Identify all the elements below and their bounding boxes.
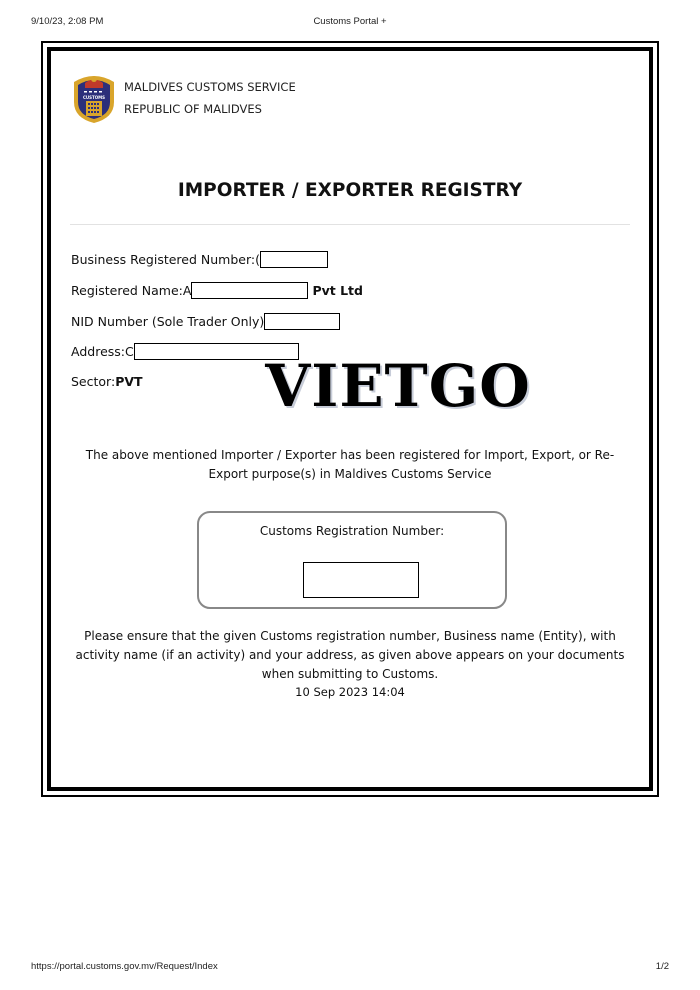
redaction-box [191, 282, 308, 299]
registration-statement: The above mentioned Importer / Exporter has been registered for Import, Export, or Re-Export purpose(s) in Maldives Customs Service [85, 448, 615, 481]
print-header [0, 16, 700, 30]
document-title: IMPORTER / EXPORTER REGISTRY [177, 180, 523, 201]
registered-name-field [71, 282, 363, 299]
print-url: https://portal.customs.gov.mv/Request/Index [31, 961, 218, 972]
business-registered-number-field [71, 251, 328, 268]
customs-crest-icon [70, 72, 118, 124]
print-datetime: 9/10/23, 2:08 PM [31, 16, 104, 27]
registration-number-box [197, 511, 507, 609]
title-divider [70, 224, 630, 225]
field-label: NID Number (Sole Trader Only) [71, 314, 265, 329]
print-page-number: 1/2 [655, 961, 669, 972]
registration-number-label: Customs Registration Number: [259, 524, 445, 538]
sector-field [71, 374, 143, 389]
field-label: Address: [71, 344, 125, 359]
field-visible-prefix: A [182, 283, 192, 298]
field-label: Registered Name: [71, 283, 183, 298]
crest-text: CUSTOMS [82, 95, 106, 100]
registration-number-redaction [303, 562, 419, 598]
print-footer [0, 961, 700, 975]
sector-value: PVT [115, 374, 143, 389]
country-name: REPUBLIC OF MALIDVES [124, 102, 262, 116]
redaction-box [264, 313, 340, 330]
watermark: VIETGO [265, 352, 531, 420]
agency-name: MALDIVES CUSTOMS SERVICE [124, 80, 296, 94]
issue-datetime: 10 Sep 2023 14:04 [295, 685, 405, 699]
field-visible-prefix: ( [255, 252, 260, 267]
print-page-title: Customs Portal + [313, 16, 387, 27]
company-suffix: Pvt Ltd [312, 283, 363, 298]
redaction-box [260, 251, 328, 268]
field-visible-prefix: C [125, 344, 134, 359]
nid-number-field [71, 313, 340, 330]
field-label: Sector: [71, 374, 116, 389]
field-label: Business Registered Number: [71, 252, 256, 267]
submission-notice: Please ensure that the given Customs registration number, Business name (Entity), with activity name (if an activity) and your address, as given above appears on your documents when submitting to Customs. [75, 629, 625, 681]
